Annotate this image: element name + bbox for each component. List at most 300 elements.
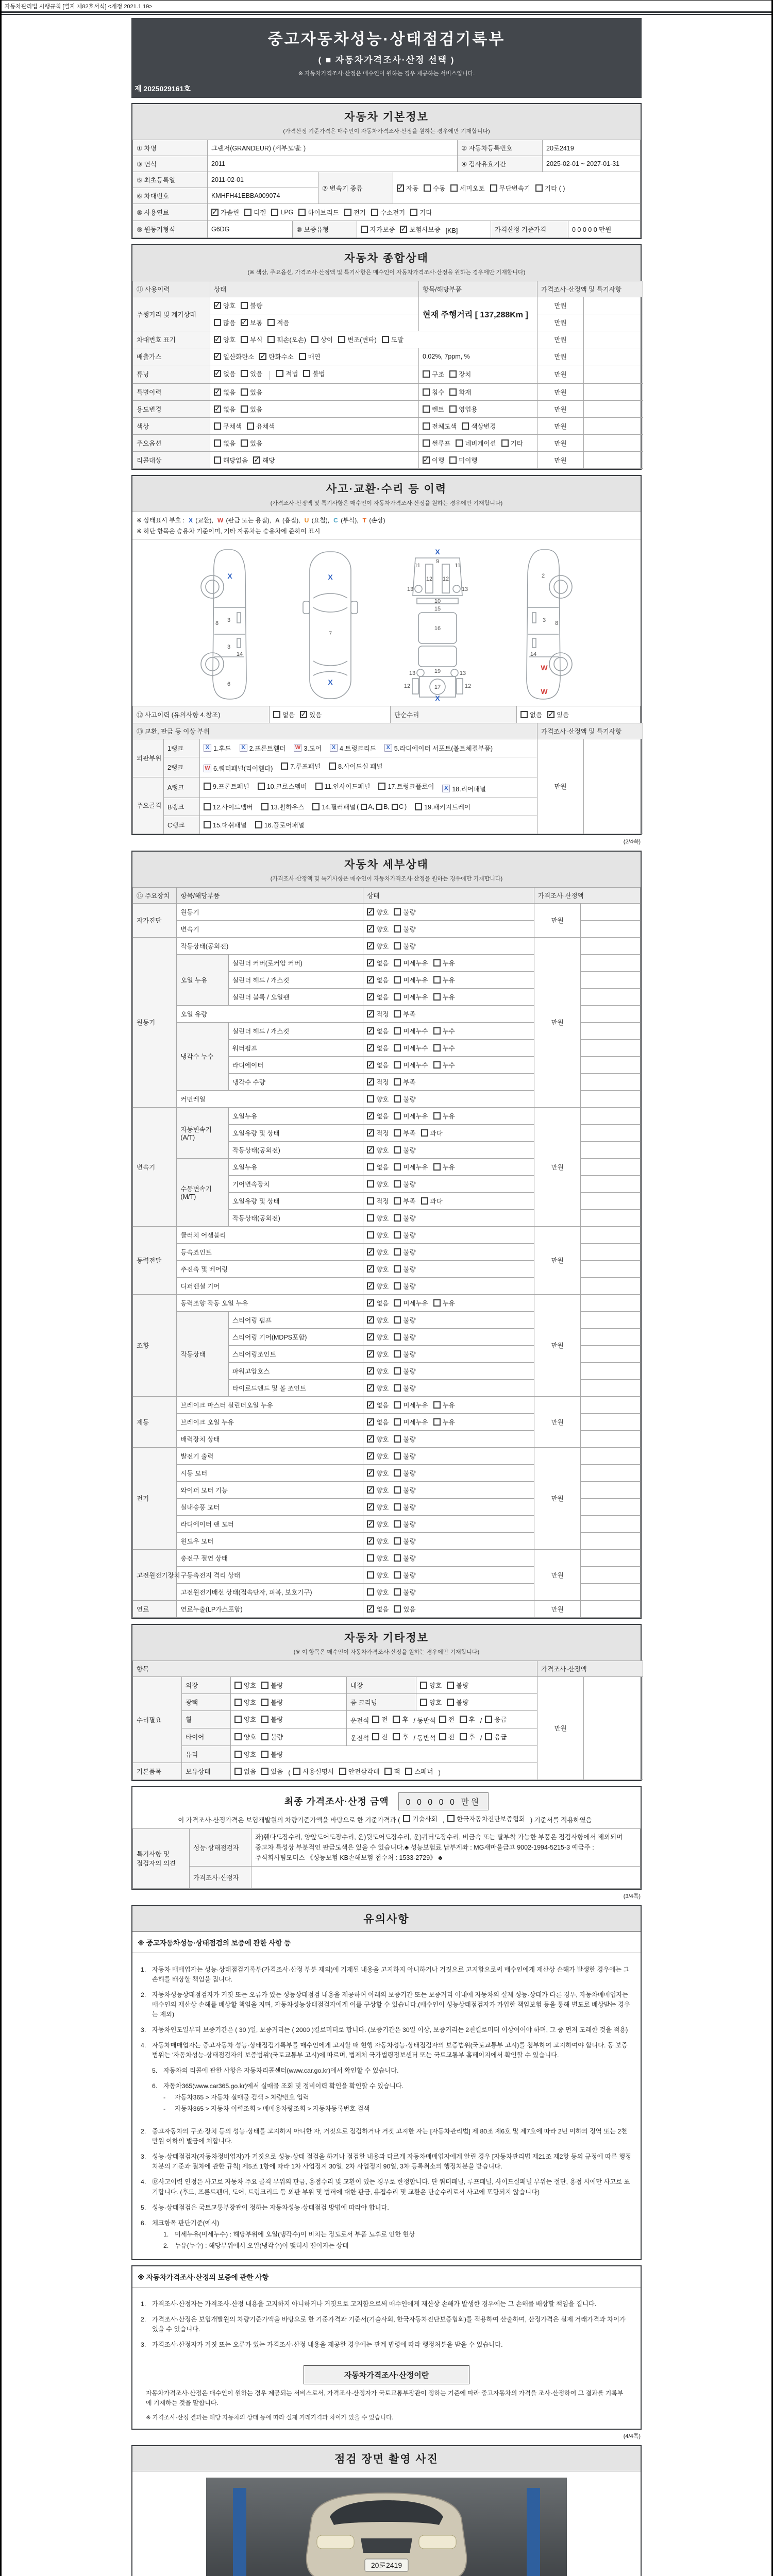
- part-item-2[interactable]: [240, 743, 287, 753]
- checkbox-불량[interactable]: [394, 1519, 415, 1529]
- checkbox-불량[interactable]: [394, 1553, 415, 1563]
- checkbox-불량[interactable]: [394, 1451, 415, 1461]
- notice-number: 6.: [141, 2219, 146, 2227]
- checkbox-불량[interactable]: [394, 1315, 415, 1325]
- part-item-14[interactable]: [312, 802, 408, 811]
- checkbox-훼손(오손)[interactable]: [267, 335, 306, 344]
- diagram-part-number: 16: [434, 625, 441, 632]
- accident-history-label: ⑫ 사고이력 (유의사항 4.참조): [133, 706, 270, 723]
- memo-cell: [581, 1073, 641, 1090]
- checkbox-없음[interactable]: [367, 992, 389, 1002]
- checkbox-label: 양호: [223, 302, 236, 310]
- checkbox-자동[interactable]: [397, 183, 418, 193]
- checkbox-label: 불량: [250, 302, 263, 310]
- checkbox-없음[interactable]: [367, 1060, 389, 1070]
- mark-X-icon: X: [204, 744, 211, 752]
- checkbox-box: [394, 925, 401, 933]
- checkbox-불량[interactable]: [394, 1247, 415, 1257]
- checkbox-양호[interactable]: [367, 1570, 389, 1580]
- checkbox-침수[interactable]: [423, 387, 444, 397]
- item-label: 오일누유: [228, 1107, 363, 1124]
- checkbox-하이브리드[interactable]: [298, 208, 339, 217]
- notice-subitem: [163, 2093, 632, 2103]
- detail-row: [133, 937, 641, 954]
- checkbox-미세누유[interactable]: [394, 1162, 428, 1172]
- checkbox-양호[interactable]: [367, 941, 389, 951]
- checkbox-썬루프[interactable]: [423, 438, 450, 448]
- checkbox-변조(변타)[interactable]: [338, 335, 377, 344]
- checkbox-label: 불량: [403, 1520, 416, 1528]
- checkbox-양호[interactable]: [234, 1681, 256, 1690]
- checkbox-있음[interactable]: [261, 1767, 283, 1776]
- checkbox-있음[interactable]: [241, 404, 262, 414]
- checkbox-없음[interactable]: [367, 975, 389, 985]
- part-item-17[interactable]: [378, 782, 435, 791]
- checkbox-응급[interactable]: [485, 1715, 507, 1724]
- part-item-16[interactable]: [255, 820, 306, 829]
- checkbox-불량[interactable]: [261, 1681, 283, 1690]
- checkbox-양호[interactable]: [367, 1179, 389, 1189]
- checkbox-양호[interactable]: [367, 1366, 389, 1376]
- checkbox-누수[interactable]: [433, 1026, 455, 1036]
- checkbox-전기[interactable]: [344, 208, 366, 217]
- part-item-19[interactable]: [415, 802, 472, 811]
- checkbox-box: [382, 336, 389, 343]
- checkbox-box: [367, 1571, 374, 1579]
- price-cell: 만원: [534, 1549, 580, 1600]
- checkbox-양호[interactable]: [367, 1094, 389, 1104]
- price-cell: 만원: [534, 903, 580, 937]
- checkbox-적정[interactable]: [367, 1009, 389, 1019]
- checkbox-없음[interactable]: [214, 404, 236, 414]
- checkbox-불량[interactable]: [394, 1264, 415, 1274]
- checkbox-불량[interactable]: [241, 301, 262, 310]
- checkbox-누유[interactable]: [433, 1400, 455, 1410]
- checkbox-없음[interactable]: [214, 438, 236, 448]
- price-cell: 만원: [534, 1600, 580, 1617]
- checkbox-box: [394, 1316, 401, 1324]
- checkbox-전[interactable]: [372, 1732, 388, 1741]
- checkbox-없음[interactable]: [214, 369, 236, 378]
- checkbox-미세누유[interactable]: [394, 1298, 428, 1308]
- checkbox-누유[interactable]: [433, 1111, 455, 1121]
- part-item-12[interactable]: [204, 802, 254, 811]
- part-sub-label: C: [398, 803, 404, 810]
- checkbox-도말[interactable]: [382, 335, 404, 344]
- rank2-label: 2랭크: [164, 757, 200, 777]
- checkbox-해당없음[interactable]: [214, 455, 248, 465]
- rankC-parts: [200, 816, 537, 834]
- checkbox-적정[interactable]: [367, 1077, 389, 1087]
- checkbox-box: [490, 184, 497, 192]
- checkbox-양호[interactable]: [420, 1698, 442, 1707]
- checkbox-없음[interactable]: [520, 710, 542, 719]
- checkbox-box: [241, 439, 248, 447]
- item-label: 냉각수 수량: [228, 1073, 363, 1090]
- checkbox-없음[interactable]: [367, 1417, 389, 1427]
- checkbox-전[interactable]: [439, 1732, 455, 1741]
- checkbox-이행[interactable]: [423, 455, 444, 465]
- checkbox-미세누유[interactable]: [394, 958, 428, 968]
- checkbox-미세누유[interactable]: [394, 1400, 428, 1410]
- checkbox-label: 양호: [376, 1384, 389, 1392]
- checkbox-후[interactable]: [460, 1715, 475, 1724]
- item-label: 변속기: [177, 920, 363, 937]
- checkbox-label: 불량: [403, 1503, 416, 1511]
- checkbox-양호[interactable]: [367, 1213, 389, 1223]
- checkbox-label: 전: [448, 1733, 455, 1741]
- checkbox-자가보증[interactable]: [361, 225, 395, 234]
- part-item-1[interactable]: [204, 743, 232, 753]
- part-item-18[interactable]: [442, 784, 487, 793]
- checkbox-탄화수소[interactable]: [259, 352, 293, 361]
- checkbox-불량[interactable]: [394, 1434, 415, 1444]
- item-label: 브레이크 오일 누유: [177, 1413, 363, 1430]
- checkbox-부족[interactable]: [394, 1009, 415, 1019]
- checkbox-없음[interactable]: [367, 1604, 389, 1614]
- final-price-label: 최종 가격조사·산정 금액: [284, 1797, 389, 1807]
- checkbox-불량[interactable]: [394, 907, 415, 917]
- checkbox-양호[interactable]: [234, 1750, 256, 1759]
- checkbox-label: 스패너: [414, 1768, 433, 1775]
- item-label: 시동 모터: [177, 1464, 363, 1481]
- part-item-5[interactable]: [384, 743, 494, 753]
- checkbox-부족[interactable]: [394, 1077, 415, 1087]
- notice-text: 자동차매매업자는 중고자동차 성능·상태점검기록부를 매수인에게 고지할 때 현행 자동차성능·상태점검자의 보증범위(국토교통부 고시)를 첨부하여 고지하여야 합니다. 동 보증범위는 '자동차성능·상태점검자의 보증범위'(국토교통부 고시)에 따르며, 법제처 국가법령정보센터 또는 국토교통부 홈페이지에서 확인할 수 있습니다.: [152, 2041, 628, 2059]
- part-item-3[interactable]: [294, 743, 323, 753]
- checkbox-없음[interactable]: [367, 1043, 389, 1053]
- checkbox-양호[interactable]: [367, 1230, 389, 1240]
- simple-repair-label: 단순수리: [391, 706, 517, 723]
- checkbox-불량[interactable]: [394, 1349, 415, 1359]
- checkbox-label: 수소전기: [380, 209, 406, 216]
- checkbox-label: 사용설명서: [303, 1768, 334, 1775]
- part-item-15[interactable]: [204, 820, 248, 829]
- checkbox-양호[interactable]: [367, 1247, 389, 1257]
- checkbox-box: [447, 1699, 454, 1706]
- checkbox-후[interactable]: [460, 1732, 475, 1741]
- checkbox-후[interactable]: [393, 1715, 408, 1724]
- checkbox-불량[interactable]: [394, 1468, 415, 1478]
- checkbox-있음[interactable]: [241, 369, 262, 378]
- checkbox-LPG[interactable]: [271, 209, 293, 216]
- checkbox-label: 색상변경: [471, 422, 496, 430]
- checkbox-불량[interactable]: [394, 1332, 415, 1342]
- checkbox-불량[interactable]: [261, 1750, 283, 1759]
- fuel-label: ⑧ 사용연료: [133, 204, 208, 221]
- checkbox-기타[interactable]: [410, 208, 432, 217]
- checkbox-label: 기타: [419, 209, 432, 216]
- checkbox-기타[interactable]: [501, 438, 523, 448]
- checkbox-전체도색[interactable]: [423, 421, 457, 431]
- checkbox-불량[interactable]: [394, 1213, 415, 1223]
- checkbox-한국자동차진단보증협회[interactable]: [447, 1814, 525, 1823]
- checkbox-label: 부족: [403, 1129, 416, 1137]
- checkbox-사용설명서[interactable]: [293, 1767, 333, 1776]
- checkbox-box: [449, 370, 457, 378]
- diagram-part-number: 6: [227, 681, 231, 687]
- checkbox-없음[interactable]: [367, 1111, 389, 1121]
- memo-cell: [581, 1600, 641, 1617]
- checkbox-미세누수[interactable]: [394, 1043, 428, 1053]
- checkbox-box: [394, 1299, 401, 1307]
- checkbox-양호[interactable]: [367, 907, 389, 917]
- part-item-7[interactable]: [281, 761, 322, 771]
- checkbox-불량[interactable]: [394, 1094, 415, 1104]
- checkbox-상이[interactable]: [311, 335, 333, 344]
- checkbox-유채색[interactable]: [247, 421, 275, 431]
- checkbox-전[interactable]: [439, 1715, 455, 1724]
- state-cell: [363, 1328, 534, 1345]
- checkbox-일산화탄소[interactable]: [214, 352, 254, 361]
- checkbox-없음[interactable]: [367, 1298, 389, 1308]
- warranty-suffix: [KB]: [445, 227, 458, 234]
- memo-cell: [584, 348, 643, 365]
- memo-cell: [581, 1345, 641, 1362]
- checkbox-기술사회[interactable]: [403, 1814, 437, 1823]
- checkbox-양호[interactable]: [367, 1145, 389, 1155]
- checkbox-label: 없음: [244, 1768, 257, 1775]
- checkbox-양호[interactable]: [367, 1519, 389, 1529]
- checkbox-양호[interactable]: [214, 301, 236, 310]
- checkbox-네비게이션[interactable]: [456, 438, 496, 448]
- state-cell: [363, 1175, 534, 1192]
- warranty-type-options: [357, 221, 491, 238]
- checkbox-불량[interactable]: [447, 1698, 468, 1707]
- checkbox-양호[interactable]: [367, 1502, 389, 1512]
- checkbox-화재[interactable]: [449, 387, 471, 397]
- checkbox-label: 미세누유: [403, 1299, 428, 1307]
- notice-item: [141, 2315, 632, 2334]
- checkbox-렌트[interactable]: [423, 404, 444, 414]
- checkbox-label: 세미오토: [460, 184, 485, 192]
- checkbox-스패너[interactable]: [405, 1767, 433, 1776]
- checkbox-불량[interactable]: [394, 1281, 415, 1291]
- checkbox-응급[interactable]: [485, 1732, 507, 1741]
- checkbox-미세누수[interactable]: [394, 1026, 428, 1036]
- checkbox-적정[interactable]: [367, 1128, 389, 1138]
- checkbox-불량[interactable]: [394, 1383, 415, 1393]
- part-item-8[interactable]: [329, 761, 383, 771]
- checkbox-많음[interactable]: [214, 318, 236, 327]
- checkbox-불량[interactable]: [394, 1366, 415, 1376]
- checkbox-box: [259, 353, 266, 360]
- emission-values: 0.02%, 7ppm, %: [419, 348, 537, 365]
- checkbox-디젤[interactable]: [244, 208, 266, 217]
- checkbox-미세누유[interactable]: [394, 1111, 428, 1121]
- checkbox-색상변경[interactable]: [462, 421, 496, 431]
- checkbox-누수[interactable]: [433, 1060, 455, 1070]
- checkbox-있음[interactable]: [394, 1604, 415, 1614]
- checkbox-양호[interactable]: [367, 1553, 389, 1563]
- checkbox-보통[interactable]: [241, 318, 262, 327]
- detail-row: [133, 1549, 641, 1566]
- checkbox-양호[interactable]: [367, 1383, 389, 1393]
- checkbox-box: [214, 439, 221, 447]
- checkbox-box: [376, 804, 382, 810]
- checkbox-전[interactable]: [372, 1715, 388, 1724]
- checkbox-불량[interactable]: [394, 1587, 415, 1597]
- checkbox-양호[interactable]: [367, 1281, 389, 1291]
- etc-info-section: [131, 1624, 642, 1781]
- checkbox-양호[interactable]: [367, 1587, 389, 1597]
- checkbox-없음[interactable]: [367, 1400, 389, 1410]
- checkbox-불량[interactable]: [394, 1485, 415, 1495]
- checkbox-양호[interactable]: [367, 1332, 389, 1342]
- document-subtitle: ( ■ 자동차가격조사·산정 선택 ): [318, 55, 455, 65]
- checkbox-양호[interactable]: [214, 335, 236, 344]
- checkbox-누수[interactable]: [433, 1043, 455, 1053]
- checkbox-불량[interactable]: [261, 1715, 283, 1724]
- checkbox-label: 전: [381, 1716, 388, 1723]
- part-item-10[interactable]: [258, 782, 308, 791]
- checkbox-양호[interactable]: [234, 1698, 256, 1707]
- checkbox-적음[interactable]: [267, 318, 289, 327]
- memo-cell: [581, 1124, 641, 1141]
- checkbox-불량[interactable]: [394, 1502, 415, 1512]
- checkbox-누유[interactable]: [433, 1298, 455, 1308]
- checkbox-없음[interactable]: [273, 710, 295, 719]
- checkbox-불량[interactable]: [394, 1570, 415, 1580]
- exterior-panel-label: 외판부위: [133, 739, 164, 777]
- checkbox-세미오토[interactable]: [450, 183, 484, 193]
- checkbox-불법[interactable]: [303, 369, 325, 378]
- notices-list: [132, 1953, 641, 2259]
- checkbox-미이행[interactable]: [449, 455, 477, 465]
- checkbox-없음[interactable]: [214, 387, 236, 397]
- checkbox-box: [367, 1554, 374, 1562]
- checkbox-box: [261, 1716, 268, 1723]
- checkbox-양호[interactable]: [234, 1715, 256, 1724]
- checkbox-불량[interactable]: [394, 1230, 415, 1240]
- checkbox-있음[interactable]: [547, 710, 569, 719]
- checkbox-잭[interactable]: [384, 1767, 400, 1776]
- checkbox-적법[interactable]: [276, 369, 298, 378]
- checkbox-양호[interactable]: [367, 1315, 389, 1325]
- checkbox-불량[interactable]: [447, 1681, 468, 1690]
- checkbox-box: [367, 1180, 374, 1188]
- checkbox-없음[interactable]: [367, 1026, 389, 1036]
- checkbox-안전삼각대[interactable]: [339, 1767, 379, 1776]
- part-label: 14.필러패널: [322, 803, 356, 811]
- checkbox-label: 후: [468, 1733, 475, 1741]
- checkbox-적정[interactable]: [367, 1196, 389, 1206]
- checkbox-양호[interactable]: [367, 1536, 389, 1546]
- checkbox-불량[interactable]: [394, 1179, 415, 1189]
- checkbox-있음[interactable]: [300, 710, 322, 719]
- checkbox-불량[interactable]: [261, 1698, 283, 1707]
- diagram-mark-exchange: X: [435, 547, 440, 556]
- checkbox-무채색[interactable]: [214, 421, 242, 431]
- checkbox-label: 양호: [244, 1716, 257, 1724]
- item-label: 라디에이터: [228, 1056, 363, 1073]
- checkbox-미세누유[interactable]: [394, 975, 428, 985]
- checkbox-부족[interactable]: [394, 1196, 415, 1206]
- checkbox-가솔린[interactable]: [211, 208, 239, 217]
- checkbox-영업용[interactable]: [449, 404, 477, 414]
- checkbox-양호[interactable]: [367, 1485, 389, 1495]
- state-cell: [363, 1566, 534, 1583]
- checkbox-과다[interactable]: [421, 1196, 443, 1206]
- checkbox-후[interactable]: [393, 1732, 408, 1741]
- checkbox-양호[interactable]: [367, 1349, 389, 1359]
- checkbox-box: [311, 336, 318, 343]
- part-label: 17.트렁크플로어: [388, 783, 434, 791]
- checkbox-누유[interactable]: [433, 958, 455, 968]
- checkbox-없음[interactable]: [367, 958, 389, 968]
- checkbox-미세누수[interactable]: [394, 1060, 428, 1070]
- checkbox-없음[interactable]: [367, 1162, 389, 1172]
- checkbox-양호[interactable]: [367, 1468, 389, 1478]
- checkbox-해당[interactable]: [253, 455, 275, 465]
- checkbox-매연[interactable]: [299, 352, 321, 361]
- checkbox-box: [234, 1751, 242, 1758]
- table-row: [133, 451, 643, 468]
- checkbox-양호[interactable]: [367, 1434, 389, 1444]
- checkbox-label: 하이브리드: [308, 209, 339, 216]
- checkbox-기타 ( )[interactable]: [535, 183, 565, 193]
- checkbox-누유[interactable]: [433, 1417, 455, 1427]
- checkbox-누유[interactable]: [433, 1162, 455, 1172]
- checkbox-누유[interactable]: [433, 992, 455, 1002]
- checkbox-무단변속기[interactable]: [490, 183, 530, 193]
- checkbox-있음[interactable]: [241, 387, 262, 397]
- checkbox-과다[interactable]: [421, 1128, 443, 1138]
- price-cell: 만원: [537, 365, 584, 384]
- part-item-11[interactable]: [315, 782, 372, 791]
- part-item-4[interactable]: [330, 743, 377, 753]
- checkbox-보험사보증[interactable]: [400, 225, 440, 234]
- part-item-13[interactable]: [261, 802, 306, 811]
- checkbox-있음[interactable]: [241, 438, 262, 448]
- notice-text: 누유(누수) : 해당부위에서 오일(냉각수)이 맺혀서 떨어지는 상태: [175, 2242, 349, 2249]
- checkbox-부식[interactable]: [241, 335, 262, 344]
- checkbox-box: [214, 456, 221, 464]
- checkbox-수동[interactable]: [424, 183, 445, 193]
- checkbox-label: 없음: [223, 439, 236, 447]
- part-item-6[interactable]: [204, 764, 274, 773]
- tire-label: 타이어: [182, 1728, 231, 1745]
- checkbox-구조[interactable]: [423, 369, 444, 379]
- checkbox-양호[interactable]: [367, 1264, 389, 1274]
- state-cell: [363, 1192, 534, 1209]
- checkbox-양호[interactable]: [234, 1732, 256, 1741]
- checkbox-장치[interactable]: [449, 369, 471, 379]
- checkbox-box: [394, 1265, 401, 1273]
- checkbox-미세누유[interactable]: [394, 1417, 428, 1427]
- checkbox-없음[interactable]: [234, 1767, 256, 1776]
- checkbox-box: [258, 783, 265, 790]
- state-cell: [363, 937, 534, 954]
- checkbox-불량[interactable]: [394, 1536, 415, 1546]
- checkbox-수소전기[interactable]: [371, 208, 405, 217]
- checkbox-불량[interactable]: [394, 941, 415, 951]
- checkbox-불량[interactable]: [394, 924, 415, 934]
- checkbox-양호[interactable]: [367, 924, 389, 934]
- checkbox-label: 부족: [403, 1078, 416, 1086]
- checkbox-양호[interactable]: [420, 1681, 442, 1690]
- room-cleaning-state: [416, 1693, 537, 1710]
- part-item-9[interactable]: [204, 782, 250, 791]
- checkbox-불량[interactable]: [394, 1145, 415, 1155]
- checkbox-양호[interactable]: [367, 1451, 389, 1461]
- document-header: [131, 18, 642, 98]
- checkbox-부족[interactable]: [394, 1128, 415, 1138]
- checkbox-미세누유[interactable]: [394, 992, 428, 1002]
- checkbox-불량[interactable]: [261, 1732, 283, 1741]
- price-cell: 만원: [537, 451, 584, 468]
- checkbox-누유[interactable]: [433, 975, 455, 985]
